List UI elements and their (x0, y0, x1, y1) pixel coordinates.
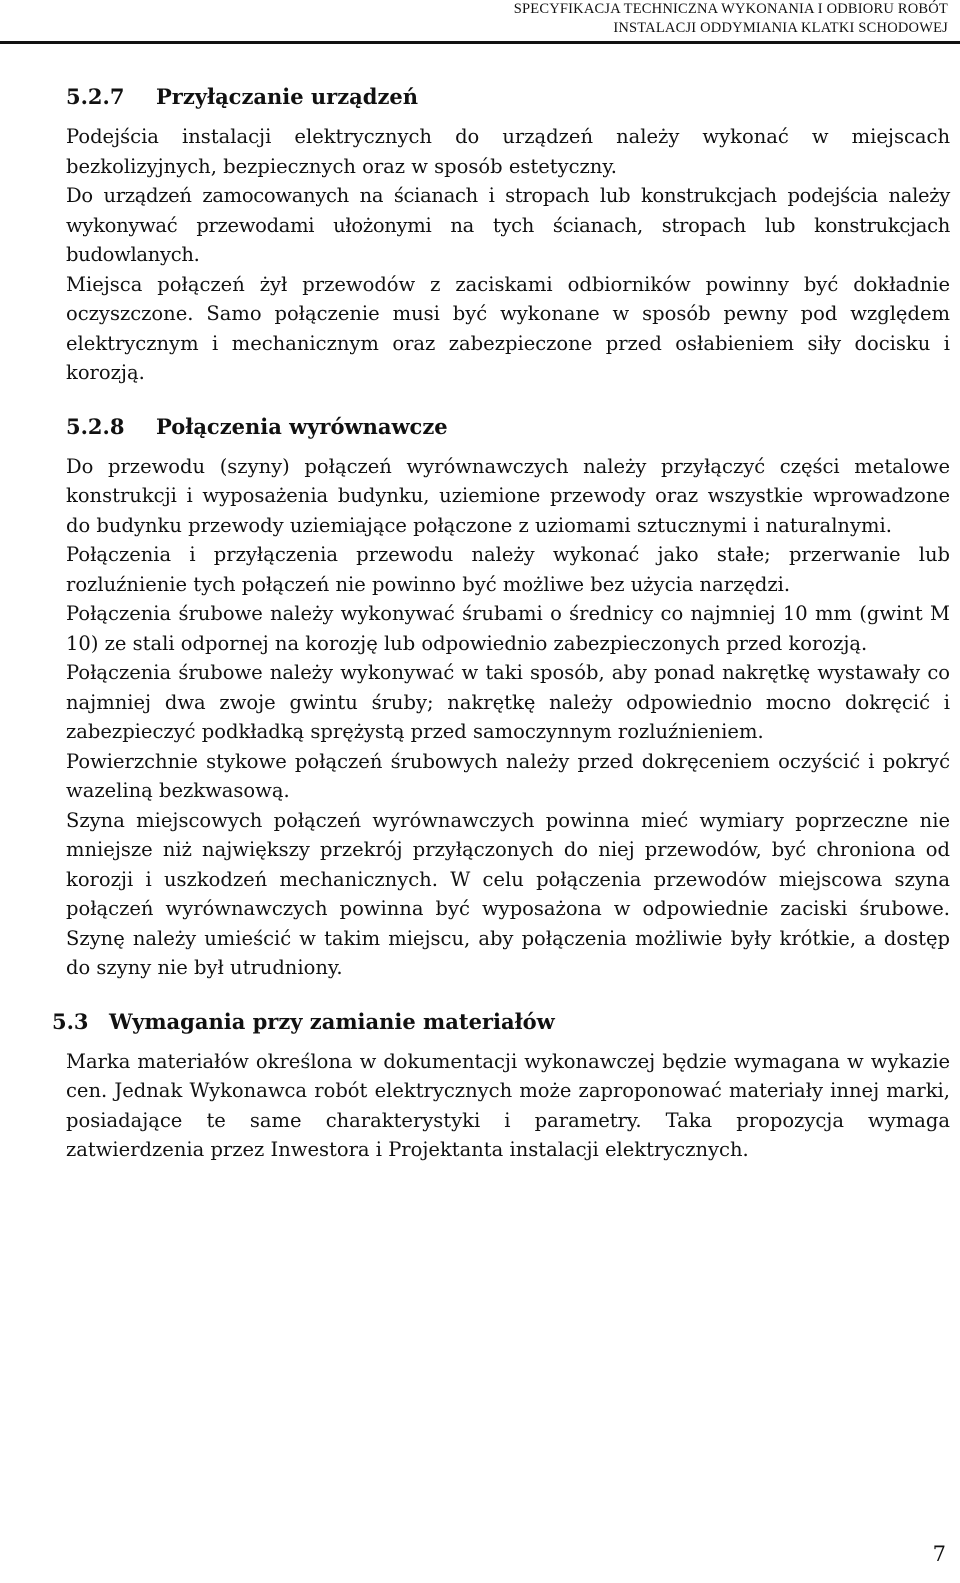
paragraph: Powierzchnie stykowe połączeń śrubowych należy przed dokręceniem oczyścić i pokryć wazeliną bezkwasową. (66, 749, 950, 802)
paragraph: Połączenia śrubowe należy wykonywać w taki sposób, aby ponad nakrętkę wystawały co najmniej dwa zwoje gwintu śruby; nakrętkę należy odpowiednio mocno dokręcić i zabezpieczyć podkładką sprężystą przed samoczynnym rozluźnieniem. (66, 661, 950, 743)
paragraph: Do przewodu (szyny) połączeń wyrównawczych należy przyłączyć części metalowe konstrukcji i wyposażenia budynku, uziemione przewody oraz wszystkie wprowadzone do budynku przewody uziemiające połączone z uziomami sztucznymi i naturalnymi. (66, 454, 950, 537)
section-heading-5-2-7 (66, 82, 950, 112)
header-divider (0, 41, 960, 44)
paragraph: Miejsca połączeń żył przewodów z zaciskami odbiorników powinny być dokładnie oczyszczone. Samo połączenie musi być wykonane w sposób pewny pod względem elektrycznym i mechanicznym oraz zabezpieczone przed osłabieniem siły docisku i korozją. (66, 272, 950, 384)
section-title: Przyłączanie urządzeń (156, 84, 419, 109)
section-title: Wymagania przy zamianie materiałów (109, 1008, 555, 1034)
section-number: 5.3 (52, 1008, 89, 1034)
paragraph: Podejścia instalacji elektrycznych do urządzeń należy wykonać w miejscach bezkolizyjnych, bezpiecznych oraz w sposób estetyczny. (66, 125, 950, 178)
paragraph: Marka materiałów określona w dokumentacji wykonawczej będzie wymagana w wykazie cen. Jednak Wykonawca robót elektrycznych może zaproponować materiały innej marki, posiadające te same charakterystyki i parametry. Taka propozycja wymaga zatwierdzenia przez Inwestora i Projektanta instalacji elektrycznych. (66, 1049, 950, 1161)
header-title-line-2: INSTALACJI ODDYMIANIA KLATKI SCHODOWEJ (613, 20, 948, 36)
paragraph: Połączenia i przyłączenia przewodu należy wykonać jako stałe; przerwanie lub rozluźnienie tych połączeń nie powinno być możliwe bez użycia narzędzi. (66, 543, 950, 596)
section-heading-5-3 (52, 1007, 950, 1037)
header-title-line-1: SPECYFIKACJA TECHNICZNA WYKONANIA I ODBIORU ROBÓT (513, 1, 948, 17)
section-heading-5-2-8 (66, 412, 950, 442)
document-body (52, 82, 950, 1165)
paragraph: Połączenia śrubowe należy wykonywać śrubami o średnicy co najmniej 10 mm (gwint M 10) ze stali odpornej na korozję lub odpowiednio zabezpieczonych przed korozją. (66, 602, 950, 655)
paragraph: Do urządzeń zamocowanych na ścianach i stropach lub konstrukcjach podejścia należy wykonywać przewodami ułożonymi na tych ścianach, stropach lub konstrukcjach budowlanych. (66, 184, 950, 266)
page-number: 7 (932, 1542, 946, 1566)
page-header (0, 0, 948, 38)
section-title: Połączenia wyrównawcze (156, 413, 448, 439)
section-number: 5.2.8 (66, 413, 125, 439)
section-number: 5.2.7 (66, 84, 125, 109)
paragraph: Szyna miejscowych połączeń wyrównawczych powinna mieć wymiary poprzeczne nie mniejsze niż największy przekrój przyłączonych do niej przewodów, być chroniona od korozji i uszkodzeń mechanicznych. W celu połączenia przewodów miejscowa szyna połączeń wyrównawczych powinna być wyposażona w odpowiednie zaciski śrubowe. Szynę należy umieścić w takim miejscu, aby połączenia możliwie były krótkie, a dostęp do szyny nie był utrudniony. (66, 808, 950, 979)
